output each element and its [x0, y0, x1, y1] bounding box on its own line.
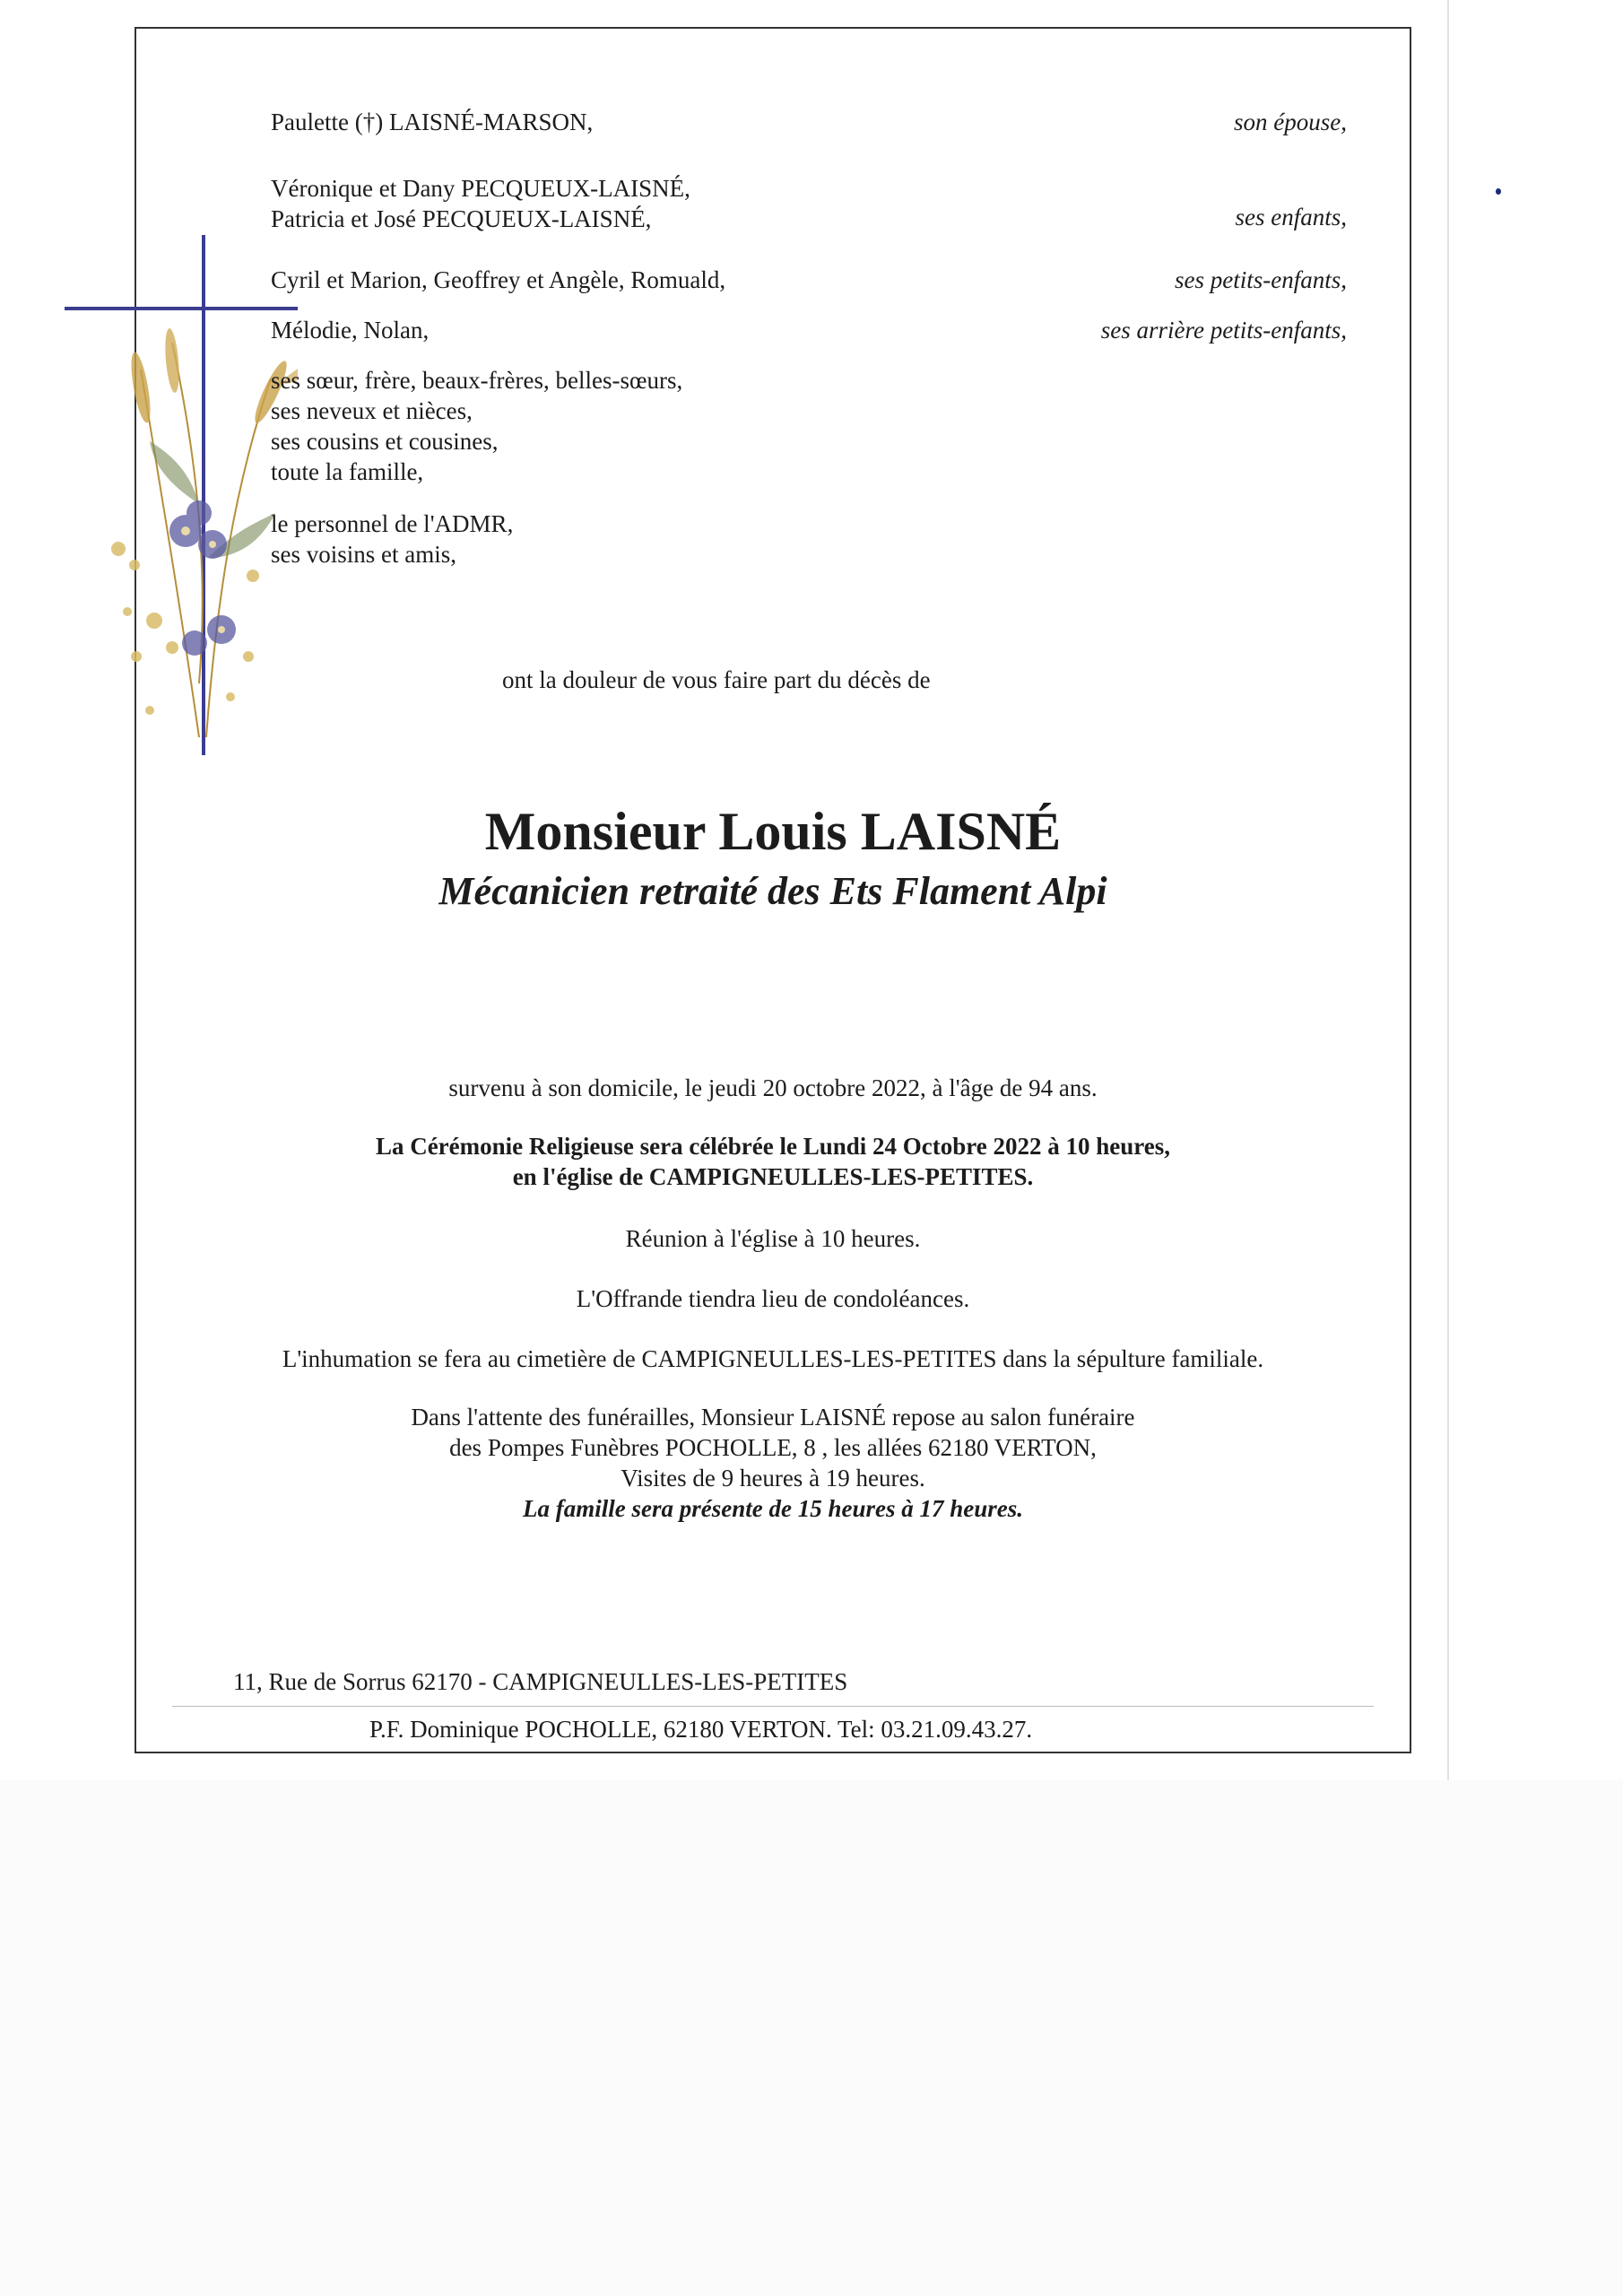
funeral-director-info: P.F. Dominique POCHOLLE, 62180 VERTON. Tel: 03.21.09.43.27.: [369, 1716, 1033, 1743]
children-relation: ses enfants,: [1235, 204, 1347, 230]
cross-with-wheat-and-flowers-icon: [65, 235, 298, 755]
footer-divider: [172, 1706, 1374, 1707]
meeting-info: Réunion à l'église à 10 heures.: [625, 1225, 921, 1252]
scan-background: [0, 1780, 1623, 2296]
burial-info: L'inhumation se fera au cimetière de CAMPIGNEULLES-LES-PETITES dans la sépulture familiale.: [282, 1345, 1264, 1372]
great-grandchildren-relation: ses arrière petits-enfants,: [1100, 317, 1347, 344]
scan-edge: [1447, 0, 1449, 1780]
deceased-name: Monsieur Louis LAISNÉ: [484, 802, 1062, 861]
grandchildren-names: Cyril et Marion, Geoffrey et Angèle, Romuald,: [271, 266, 726, 293]
child-name: Patricia et José PECQUEUX-LAISNÉ,: [271, 205, 652, 232]
death-info: survenu à son domicile, le jeudi 20 octobre 2022, à l'âge de 94 ans.: [448, 1074, 1098, 1101]
ceremony-line: La Cérémonie Religieuse sera célébrée le Lundi 24 Octobre 2022 à 10 heures,: [375, 1133, 1171, 1160]
relatives-line: ses cousins et cousines,: [271, 428, 499, 455]
viewing-line: Dans l'attente des funérailles, Monsieur LAISNÉ repose au salon funéraire: [411, 1404, 1135, 1431]
viewing-line: des Pompes Funèbres POCHOLLE, 8 , les allées 62180 VERTON,: [449, 1434, 1097, 1461]
child-name: Véronique et Dany PECQUEUX-LAISNÉ,: [271, 175, 690, 202]
offering-info: L'Offrande tiendra lieu de condoléances.: [576, 1285, 970, 1312]
others-line: le personnel de l'ADMR,: [271, 510, 514, 537]
obituary-card: [135, 27, 1411, 1753]
others-line: ses voisins et amis,: [271, 541, 456, 568]
family-presence: La famille sera présente de 15 heures à 17 heures.: [523, 1495, 1023, 1522]
relatives-line: toute la famille,: [271, 458, 424, 485]
great-grandchildren-names: Mélodie, Nolan,: [271, 317, 430, 344]
deceased-occupation: Mécanicien retraité des Ets Flament Alpi: [438, 869, 1107, 913]
viewing-line: Visites de 9 heures à 19 heures.: [621, 1465, 925, 1492]
ink-speck: [1496, 188, 1501, 195]
relatives-line: ses sœur, frère, beaux-frères, belles-sœurs,: [271, 367, 683, 394]
relatives-line: ses neveux et nièces,: [271, 397, 473, 424]
spouse-name: Paulette (†) LAISNÉ-MARSON,: [271, 109, 594, 135]
family-address: 11, Rue de Sorrus 62170 - CAMPIGNEULLES-LES-PETITES: [233, 1668, 848, 1695]
announcement-text: ont la douleur de vous faire part du décès de: [502, 666, 931, 693]
grandchildren-relation: ses petits-enfants,: [1175, 266, 1347, 293]
spouse-relation: son épouse,: [1234, 109, 1347, 135]
ceremony-line: en l'église de CAMPIGNEULLES-LES-PETITES.: [512, 1163, 1034, 1190]
